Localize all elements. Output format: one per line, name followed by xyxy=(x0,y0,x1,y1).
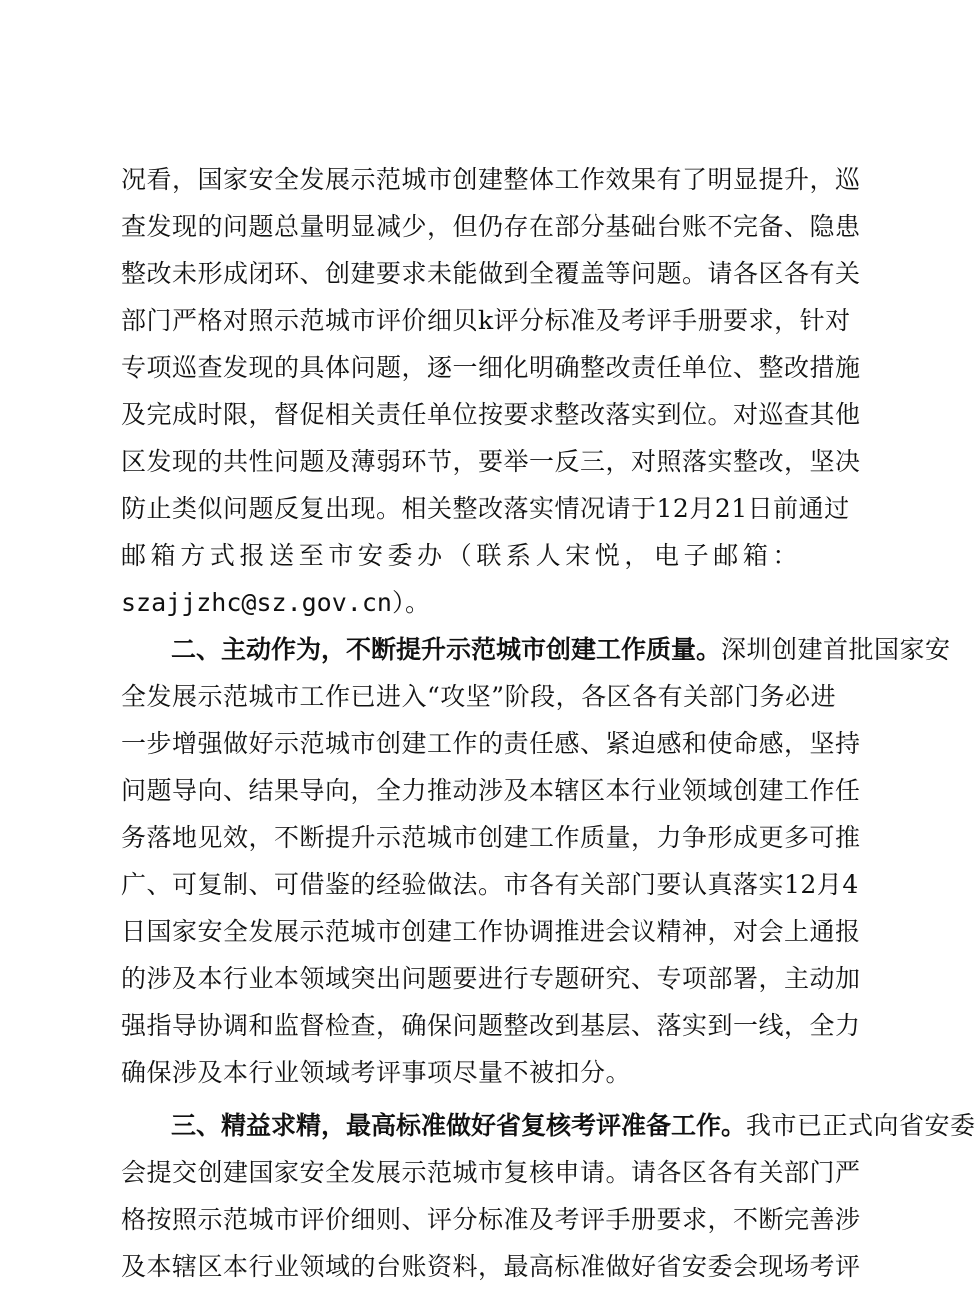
text-line: 及完成时限，督促相关责任单位按要求整改落实到位。对巡查其他 xyxy=(121,400,861,429)
section-heading-2: 二、主动作为，不断提升示范城市创建工作质量。 xyxy=(171,635,722,664)
text-line: 强指导协调和监督检查，确保问题整改到基层、落实到一线，全力 xyxy=(121,1011,861,1040)
text-span: 深圳创建首批国家安 xyxy=(721,635,951,664)
text-line: 区发现的共性问题及薄弱环节，要举一反三，对照落实整改，坚决 xyxy=(121,447,861,476)
text-line: 务落地见效，不断提升示范城市创建工作质量，力争形成更多可推 xyxy=(121,823,861,852)
text-line: 格按照示范城市评价细则、评分标准及考评手册要求，不断完善涉 xyxy=(121,1205,861,1234)
text-line: 况看，国家安全发展示范城市创建整体工作效果有了明显提升，巡 xyxy=(121,165,861,194)
text-line: 专项巡查发现的具体问题，逐一细化明确整改责任单位、整改措施 xyxy=(121,353,861,382)
closing-punctuation: ）。 xyxy=(391,588,431,617)
text-line: 查发现的问题总量明显减少，但仍存在部分基础台账不完备、隐患 xyxy=(121,212,861,241)
email-line xyxy=(121,583,798,623)
text-line: 邮箱方式报送至市安委办（联系人宋悦，电子邮箱： xyxy=(121,541,798,570)
text-line: 问题导向、结果导向，全力推动涉及本辖区本行业领域创建工作任 xyxy=(121,776,861,805)
section-heading-3: 三、精益求精，最高标准做好省复核考评准备工作。 xyxy=(171,1111,747,1140)
email-address: szajjzhc@sz.gov.cn xyxy=(121,588,392,617)
section-heading-line xyxy=(171,630,951,670)
text-line: 确保涉及本行业领域考评事项尽量不被扣分。 xyxy=(121,1058,632,1087)
text-line: 广、可复制、可借鉴的经验做法。市各有关部门要认真落实12月4 xyxy=(121,870,859,899)
text-line: 的涉及本行业本领域突出问题要进行专题研究、专项部署，主动加 xyxy=(121,964,861,993)
text-line: 部门严格对照示范城市评价细贝k评分标准及考评手册要求，针对 xyxy=(121,306,851,335)
text-line: 全发展示范城市工作已进入“攻坚”阶段，各区各有关部门务必进 xyxy=(121,682,837,711)
section-heading-line xyxy=(171,1106,976,1146)
text-span: 我市已正式向省安委 xyxy=(746,1111,976,1140)
text-line: 及本辖区本行业领域的台账资料，最高标准做好省安委会现场考评 xyxy=(121,1252,861,1281)
text-line: 会提交创建国家安全发展示范城市复核申请。请各区各有关部门严 xyxy=(121,1158,861,1187)
text-line: 日国家安全发展示范城市创建工作协调推进会议精神，对会上通报 xyxy=(121,917,861,946)
text-line: 整改未形成闭环、创建要求未能做到全覆盖等问题。请各区各有关 xyxy=(121,259,861,288)
text-line: 一步增强做好示范城市创建工作的责任感、紧迫感和使命感，坚持 xyxy=(121,729,861,758)
text-line: 防止类似问题反复出现。相关整改落实情况请于12月21日前通过 xyxy=(121,494,850,523)
